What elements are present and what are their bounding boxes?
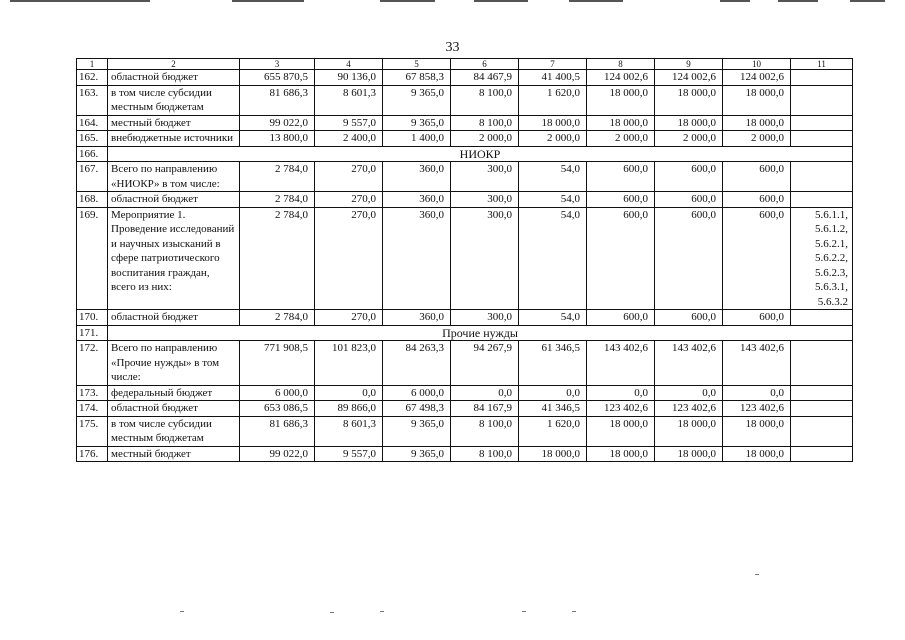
row-label: областной бюджет <box>108 401 240 417</box>
value-cell: 18 000,0 <box>723 85 791 115</box>
value-cell: 2 000,0 <box>451 131 519 147</box>
indicator-codes <box>791 310 853 326</box>
row-number: 173. <box>77 385 108 401</box>
value-cell: 124 002,6 <box>655 70 723 86</box>
value-cell: 84 263,3 <box>383 341 451 386</box>
row-label: внебюджетные источники <box>108 131 240 147</box>
value-cell: 54,0 <box>519 207 587 310</box>
section-title: Прочие нужды <box>108 325 853 341</box>
value-cell: 360,0 <box>383 207 451 310</box>
value-cell: 300,0 <box>451 192 519 208</box>
value-cell: 123 402,6 <box>655 401 723 417</box>
value-cell: 300,0 <box>451 162 519 192</box>
scan-mark <box>755 574 759 575</box>
indicator-codes <box>791 162 853 192</box>
value-cell: 8 601,3 <box>315 416 383 446</box>
value-cell: 0,0 <box>315 385 383 401</box>
row-number: 164. <box>77 115 108 131</box>
value-cell: 9 365,0 <box>383 416 451 446</box>
value-cell: 600,0 <box>655 162 723 192</box>
value-cell: 1 400,0 <box>383 131 451 147</box>
value-cell: 6 000,0 <box>240 385 315 401</box>
value-cell: 2 000,0 <box>519 131 587 147</box>
column-number: 5 <box>383 59 451 70</box>
value-cell: 600,0 <box>587 192 655 208</box>
value-cell: 54,0 <box>519 310 587 326</box>
scan-mark <box>572 611 576 612</box>
value-cell: 8 100,0 <box>451 446 519 462</box>
value-cell: 143 402,6 <box>655 341 723 386</box>
value-cell: 2 784,0 <box>240 192 315 208</box>
value-cell: 90 136,0 <box>315 70 383 86</box>
row-label: местный бюджет <box>108 115 240 131</box>
section-title: НИОКР <box>108 146 853 162</box>
value-cell: 600,0 <box>655 207 723 310</box>
value-cell: 600,0 <box>655 310 723 326</box>
column-number: 2 <box>108 59 240 70</box>
row-label: местный бюджет <box>108 446 240 462</box>
row-number: 162. <box>77 70 108 86</box>
table-row <box>77 310 853 326</box>
indicator-codes <box>791 385 853 401</box>
value-cell: 84 167,9 <box>451 401 519 417</box>
budget-table <box>76 58 853 462</box>
row-number: 171. <box>77 325 108 341</box>
value-cell: 18 000,0 <box>723 416 791 446</box>
row-number: 176. <box>77 446 108 462</box>
value-cell: 360,0 <box>383 310 451 326</box>
table-row <box>77 162 853 192</box>
value-cell: 18 000,0 <box>655 416 723 446</box>
row-number: 168. <box>77 192 108 208</box>
value-cell: 123 402,6 <box>723 401 791 417</box>
column-number: 11 <box>791 59 853 70</box>
value-cell: 270,0 <box>315 310 383 326</box>
indicator-codes <box>791 341 853 386</box>
value-cell: 8 100,0 <box>451 85 519 115</box>
top-rule-1 <box>10 0 150 2</box>
row-number: 174. <box>77 401 108 417</box>
value-cell: 81 686,3 <box>240 85 315 115</box>
value-cell: 18 000,0 <box>587 416 655 446</box>
row-label: Мероприятие 1. Проведение исследований и научных изысканий в сфере патриотического воспитания граждан, всего из них: <box>108 207 240 310</box>
column-number: 6 <box>451 59 519 70</box>
table-row <box>77 192 853 208</box>
value-cell: 0,0 <box>587 385 655 401</box>
value-cell: 124 002,6 <box>723 70 791 86</box>
value-cell: 9 557,0 <box>315 115 383 131</box>
value-cell: 600,0 <box>723 310 791 326</box>
top-rule-5 <box>569 0 623 2</box>
value-cell: 1 620,0 <box>519 85 587 115</box>
row-number: 167. <box>77 162 108 192</box>
column-number: 10 <box>723 59 791 70</box>
row-label: областной бюджет <box>108 192 240 208</box>
value-cell: 600,0 <box>723 192 791 208</box>
value-cell: 81 686,3 <box>240 416 315 446</box>
top-rule-6 <box>720 0 750 2</box>
value-cell: 600,0 <box>723 207 791 310</box>
table-row <box>77 70 853 86</box>
table-row <box>77 85 853 115</box>
row-label: областной бюджет <box>108 70 240 86</box>
indicator-codes <box>791 115 853 131</box>
column-number: 8 <box>587 59 655 70</box>
value-cell: 18 000,0 <box>655 446 723 462</box>
section-row <box>77 146 853 162</box>
table-row <box>77 401 853 417</box>
value-cell: 771 908,5 <box>240 341 315 386</box>
top-rule-7 <box>778 0 818 2</box>
value-cell: 61 346,5 <box>519 341 587 386</box>
value-cell: 18 000,0 <box>655 115 723 131</box>
value-cell: 8 601,3 <box>315 85 383 115</box>
scan-mark <box>380 611 384 612</box>
indicator-codes <box>791 401 853 417</box>
table-row <box>77 131 853 147</box>
value-cell: 8 100,0 <box>451 416 519 446</box>
row-label: областной бюджет <box>108 310 240 326</box>
value-cell: 9 365,0 <box>383 85 451 115</box>
table-row <box>77 115 853 131</box>
value-cell: 41 346,5 <box>519 401 587 417</box>
value-cell: 2 000,0 <box>723 131 791 147</box>
column-number: 1 <box>77 59 108 70</box>
row-number: 163. <box>77 85 108 115</box>
value-cell: 18 000,0 <box>587 85 655 115</box>
value-cell: 124 002,6 <box>587 70 655 86</box>
value-cell: 18 000,0 <box>587 446 655 462</box>
value-cell: 600,0 <box>723 162 791 192</box>
column-number-row <box>77 59 853 70</box>
value-cell: 18 000,0 <box>723 115 791 131</box>
value-cell: 0,0 <box>519 385 587 401</box>
indicator-codes <box>791 416 853 446</box>
value-cell: 2 400,0 <box>315 131 383 147</box>
value-cell: 94 267,9 <box>451 341 519 386</box>
scan-mark <box>180 611 184 612</box>
value-cell: 89 866,0 <box>315 401 383 417</box>
value-cell: 9 365,0 <box>383 446 451 462</box>
value-cell: 2 000,0 <box>587 131 655 147</box>
value-cell: 0,0 <box>451 385 519 401</box>
value-cell: 0,0 <box>655 385 723 401</box>
column-number: 3 <box>240 59 315 70</box>
value-cell: 360,0 <box>383 192 451 208</box>
value-cell: 655 870,5 <box>240 70 315 86</box>
column-number: 9 <box>655 59 723 70</box>
table-row <box>77 385 853 401</box>
value-cell: 600,0 <box>587 207 655 310</box>
value-cell: 270,0 <box>315 192 383 208</box>
indicator-codes <box>791 446 853 462</box>
page-number: 33 <box>445 40 460 55</box>
column-number: 4 <box>315 59 383 70</box>
value-cell: 0,0 <box>723 385 791 401</box>
row-number: 175. <box>77 416 108 446</box>
value-cell: 2 784,0 <box>240 207 315 310</box>
value-cell: 2 784,0 <box>240 310 315 326</box>
value-cell: 360,0 <box>383 162 451 192</box>
value-cell: 2 784,0 <box>240 162 315 192</box>
table-row <box>77 446 853 462</box>
value-cell: 6 000,0 <box>383 385 451 401</box>
value-cell: 653 086,5 <box>240 401 315 417</box>
row-label: Всего по направлению «Прочие нужды» в том числе: <box>108 341 240 386</box>
indicator-codes <box>791 131 853 147</box>
indicator-codes: 5.6.1.1, 5.6.1.2, 5.6.2.1, 5.6.2.2, 5.6.2.3, 5.6.3.1, 5.6.3.2 <box>791 207 853 310</box>
table-row <box>77 416 853 446</box>
value-cell: 67 858,3 <box>383 70 451 86</box>
value-cell: 18 000,0 <box>519 115 587 131</box>
value-cell: 9 365,0 <box>383 115 451 131</box>
top-rule-4 <box>474 0 528 2</box>
value-cell: 41 400,5 <box>519 70 587 86</box>
value-cell: 600,0 <box>655 192 723 208</box>
value-cell: 13 800,0 <box>240 131 315 147</box>
row-number: 169. <box>77 207 108 310</box>
indicator-codes <box>791 85 853 115</box>
value-cell: 270,0 <box>315 162 383 192</box>
value-cell: 270,0 <box>315 207 383 310</box>
value-cell: 18 000,0 <box>655 85 723 115</box>
value-cell: 300,0 <box>451 310 519 326</box>
row-label: в том числе субсидии местным бюджетам <box>108 85 240 115</box>
table-row <box>77 207 853 310</box>
row-label: в том числе субсидии местным бюджетам <box>108 416 240 446</box>
row-label: федеральный бюджет <box>108 385 240 401</box>
scan-mark <box>522 611 526 612</box>
row-number: 170. <box>77 310 108 326</box>
value-cell: 18 000,0 <box>587 115 655 131</box>
value-cell: 600,0 <box>587 162 655 192</box>
row-label: Всего по направлению «НИОКР» в том числе: <box>108 162 240 192</box>
value-cell: 300,0 <box>451 207 519 310</box>
value-cell: 54,0 <box>519 192 587 208</box>
value-cell: 1 620,0 <box>519 416 587 446</box>
value-cell: 54,0 <box>519 162 587 192</box>
value-cell: 123 402,6 <box>587 401 655 417</box>
column-number: 7 <box>519 59 587 70</box>
value-cell: 18 000,0 <box>519 446 587 462</box>
value-cell: 99 022,0 <box>240 115 315 131</box>
top-rule-8 <box>850 0 885 2</box>
row-number: 165. <box>77 131 108 147</box>
value-cell: 2 000,0 <box>655 131 723 147</box>
value-cell: 84 467,9 <box>451 70 519 86</box>
row-number: 166. <box>77 146 108 162</box>
indicator-codes <box>791 70 853 86</box>
value-cell: 600,0 <box>587 310 655 326</box>
value-cell: 9 557,0 <box>315 446 383 462</box>
value-cell: 143 402,6 <box>723 341 791 386</box>
value-cell: 99 022,0 <box>240 446 315 462</box>
top-rule-2 <box>232 0 304 2</box>
value-cell: 18 000,0 <box>723 446 791 462</box>
section-row <box>77 325 853 341</box>
table-row <box>77 341 853 386</box>
value-cell: 8 100,0 <box>451 115 519 131</box>
value-cell: 67 498,3 <box>383 401 451 417</box>
top-rule-3 <box>380 0 435 2</box>
value-cell: 143 402,6 <box>587 341 655 386</box>
scan-mark <box>330 612 334 613</box>
value-cell: 101 823,0 <box>315 341 383 386</box>
row-number: 172. <box>77 341 108 386</box>
indicator-codes <box>791 192 853 208</box>
